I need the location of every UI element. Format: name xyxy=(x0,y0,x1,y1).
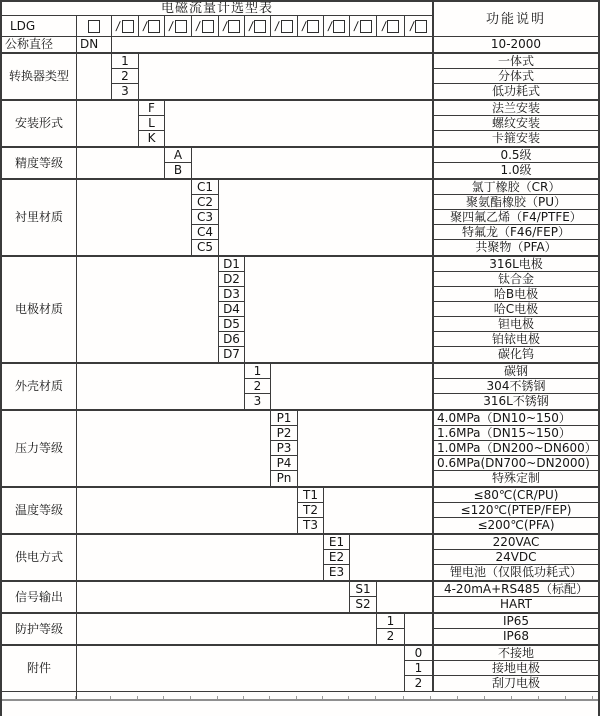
ldg-slash-box-cell xyxy=(165,16,192,36)
grid-tick xyxy=(217,696,218,699)
grid-tick xyxy=(243,696,244,699)
empty-box-icon xyxy=(333,20,345,33)
section-label: 衬里材质 xyxy=(2,180,77,255)
code-cell: A xyxy=(165,148,192,163)
section-right-spacer xyxy=(405,614,432,644)
desc-cell: 法兰安装 xyxy=(432,101,598,116)
section xyxy=(2,614,598,646)
code-cell: 3 xyxy=(112,84,139,99)
desc-cell: 刮刀电极 xyxy=(432,676,598,691)
desc-cell: IP65 xyxy=(432,614,598,629)
grid-tick xyxy=(322,696,323,699)
code-cell: C2 xyxy=(192,195,219,210)
ldg-slash-box-cell xyxy=(192,16,219,36)
dn-code-cell: DN xyxy=(77,37,112,52)
desc-cell: 聚四氟乙烯（F4/PTFE） xyxy=(432,210,598,225)
grid-tick xyxy=(348,696,349,699)
section xyxy=(2,148,598,180)
code-cell: D1 xyxy=(219,257,245,272)
code-cell: 0 xyxy=(405,646,432,661)
section-label: 信号输出 xyxy=(2,582,77,612)
ldg-box-cell xyxy=(77,16,112,36)
desc-cell: 碳钢 xyxy=(432,364,598,379)
section-right-spacer xyxy=(377,582,432,612)
empty-box-icon xyxy=(307,20,319,33)
code-cell: 2 xyxy=(377,629,405,644)
section-left-spacer xyxy=(77,257,219,362)
grid-tick xyxy=(592,696,593,699)
section-left-spacer xyxy=(77,646,405,691)
desc-cell: 1.0级 xyxy=(432,163,598,178)
section-label: 温度等级 xyxy=(2,488,77,533)
desc-cell: 铂铱电极 xyxy=(432,332,598,347)
code-cell: P1 xyxy=(271,411,298,426)
desc-cell: IP68 xyxy=(432,629,598,644)
grid-tick xyxy=(538,696,539,699)
slash-mark: / xyxy=(115,18,122,33)
grid-tick xyxy=(511,696,512,699)
dn-row xyxy=(2,37,598,54)
section-left-spacer xyxy=(77,180,192,255)
ldg-label: LDG xyxy=(2,16,77,36)
section-label: 外壳材质 xyxy=(2,364,77,409)
desc-cell: ≤200℃(PFA) xyxy=(432,518,598,533)
empty-box-icon xyxy=(360,20,372,33)
code-cell: D4 xyxy=(219,302,245,317)
code-cell: C4 xyxy=(192,225,219,240)
code-cell: 3 xyxy=(245,394,271,409)
section-left-spacer xyxy=(77,364,245,409)
section-left-spacer xyxy=(77,148,165,178)
code-cell: K xyxy=(139,131,165,146)
desc-cell: 哈B电极 xyxy=(432,287,598,302)
code-cell: 1 xyxy=(245,364,271,379)
desc-cell: 聚氨酯橡胶（PU） xyxy=(432,195,598,210)
desc-cell: 卡箍安装 xyxy=(432,131,598,146)
desc-cell: 4-20mA+RS485（标配） xyxy=(432,582,598,597)
code-cell: L xyxy=(139,116,165,131)
empty-box-icon xyxy=(88,20,100,33)
section xyxy=(2,101,598,148)
header-block xyxy=(2,2,598,37)
section-right-spacer xyxy=(165,101,432,146)
code-cell: P3 xyxy=(271,441,298,456)
code-cell: 1 xyxy=(405,661,432,676)
sections-container xyxy=(2,54,598,692)
grid-tick xyxy=(269,696,270,699)
desc-cell: 1.0MPa（DN200~DN600） xyxy=(432,441,598,456)
code-cell: 2 xyxy=(414,676,423,690)
code-cell: D3 xyxy=(219,287,245,302)
desc-cell: 316L电极 xyxy=(432,257,598,272)
code-cell: 1 xyxy=(112,54,139,69)
grid-tick xyxy=(484,696,485,699)
desc-cell: 304不锈钢 xyxy=(432,379,598,394)
code-cell: P4 xyxy=(271,456,298,471)
grid-tick xyxy=(296,696,297,699)
bottom-grid-strip xyxy=(2,692,598,702)
table-title: 电磁流量计选型表 xyxy=(2,2,432,16)
desc-cell: 钽电极 xyxy=(432,317,598,332)
section xyxy=(2,364,598,411)
code-cell: E1 xyxy=(324,535,350,550)
slash-mark: / xyxy=(301,18,308,33)
empty-box-icon xyxy=(387,20,399,33)
section-label: 电极材质 xyxy=(2,257,77,362)
ldg-slash-box-cell xyxy=(350,16,377,36)
desc-cell: 0.5级 xyxy=(432,148,598,163)
empty-box-icon xyxy=(175,20,187,33)
empty-box-icon xyxy=(415,20,427,33)
code-cell: C3 xyxy=(192,210,219,225)
desc-cell: 接地电极 xyxy=(432,661,598,676)
code-cell: B xyxy=(165,163,192,178)
code-cell: 1 xyxy=(377,614,405,629)
desc-cell: 特殊定制 xyxy=(432,471,598,486)
desc-cell: 316L不锈钢 xyxy=(432,394,598,409)
grid-tick xyxy=(190,696,191,699)
section-right-spacer xyxy=(350,535,432,580)
code-cell: T1 xyxy=(298,488,324,503)
desc-cell: 0.6MPa(DN700~DN2000) xyxy=(432,456,598,471)
slash-mark: / xyxy=(195,18,202,33)
ldg-slash-box-cell xyxy=(271,16,298,36)
section xyxy=(2,54,598,101)
code-cell: P2 xyxy=(271,426,298,441)
section-right-spacer xyxy=(324,488,432,533)
slash-mark: / xyxy=(248,18,255,33)
dn-row-label: 公称直径 xyxy=(2,37,77,52)
section-label: 附件 xyxy=(2,646,77,691)
section-left-spacer xyxy=(77,535,324,580)
desc-cell: 螺纹安装 xyxy=(432,116,598,131)
ldg-slash-box-cell xyxy=(139,16,165,36)
desc-cell: 分体式 xyxy=(432,69,598,84)
desc-cell: 24VDC xyxy=(432,550,598,565)
section-right-spacer xyxy=(245,257,432,362)
grid-tick xyxy=(137,696,138,699)
desc-cell: 碳化钨 xyxy=(432,347,598,362)
desc-cell: 低功耗式 xyxy=(432,84,598,99)
section-right-spacer xyxy=(192,148,432,178)
section-left-spacer xyxy=(77,582,350,612)
code-cell: S2 xyxy=(350,597,377,612)
code-cell: D6 xyxy=(219,332,245,347)
desc-cell: 锂电池（仅限低功耗式） xyxy=(432,565,598,580)
code-cell: S1 xyxy=(350,582,377,597)
section xyxy=(2,488,598,535)
section-left-spacer xyxy=(77,488,298,533)
section-label: 供电方式 xyxy=(2,535,77,580)
code-cell: D5 xyxy=(219,317,245,332)
slash-mark: / xyxy=(327,18,334,33)
dn-spacer-cell xyxy=(112,37,432,52)
ldg-slash-box-cell xyxy=(405,16,432,36)
section-left-spacer xyxy=(77,101,139,146)
desc-cell: ≤120℃(PTEP/FEP) xyxy=(432,503,598,518)
dn-desc-cell: 10-2000 xyxy=(432,37,598,52)
grid-tick xyxy=(457,696,458,699)
empty-box-icon xyxy=(228,20,240,33)
section-right-spacer xyxy=(219,180,432,255)
function-column-header: 功能说明 xyxy=(432,2,598,36)
grid-tick xyxy=(565,696,566,699)
section xyxy=(2,535,598,582)
section-right-spacer xyxy=(139,54,432,99)
slash-mark: / xyxy=(274,18,281,33)
slash-mark: / xyxy=(409,18,416,33)
section-label: 防护等级 xyxy=(2,614,77,644)
grid-tick xyxy=(110,696,111,699)
grid-tick xyxy=(163,696,164,699)
slash-mark: / xyxy=(168,18,175,33)
bottom-edge-line xyxy=(2,699,598,701)
desc-cell: 1.6MPa（DN15~150） xyxy=(432,426,598,441)
ldg-slash-box-cell xyxy=(298,16,324,36)
section xyxy=(2,180,598,257)
desc-cell: 特氟龙（F46/FEP） xyxy=(432,225,598,240)
grid-tick xyxy=(430,696,431,699)
grid-tick xyxy=(75,696,76,699)
ldg-slash-box-cell xyxy=(112,16,139,36)
code-cell: T2 xyxy=(298,503,324,518)
desc-cell: 一体式 xyxy=(432,54,598,69)
desc-cell: ≤80℃(CR/PU) xyxy=(432,488,598,503)
section-label: 压力等级 xyxy=(2,411,77,486)
code-cell: C1 xyxy=(192,180,219,195)
section xyxy=(2,257,598,364)
section-label: 精度等级 xyxy=(2,148,77,178)
code-cell: T3 xyxy=(298,518,324,533)
grid-tick xyxy=(375,696,376,699)
code-cell: 2 xyxy=(112,69,139,84)
desc-cell: 220VAC xyxy=(432,535,598,550)
desc-cell: 不接地 xyxy=(432,646,598,661)
ldg-slash-box-cell xyxy=(219,16,245,36)
desc-cell: 共聚物（PFA） xyxy=(432,240,598,255)
code-cell: F xyxy=(139,101,165,116)
section-label: 安装形式 xyxy=(2,101,77,146)
code-cell: D7 xyxy=(219,347,245,362)
empty-box-icon xyxy=(148,20,160,33)
slash-mark: / xyxy=(353,18,360,33)
grid-tick xyxy=(403,696,404,699)
slash-mark: / xyxy=(381,18,388,33)
empty-box-icon xyxy=(122,20,134,33)
section-left-spacer xyxy=(77,54,112,99)
ldg-slash-box-cell xyxy=(324,16,350,36)
section-right-spacer xyxy=(298,411,432,486)
desc-cell: 钛合金 xyxy=(432,272,598,287)
empty-box-icon xyxy=(281,20,293,33)
section xyxy=(2,646,598,692)
code-cell: C5 xyxy=(192,240,219,255)
code-cell: E2 xyxy=(324,550,350,565)
desc-cell: 氯丁橡胶（CR） xyxy=(432,180,598,195)
desc-cell: 4.0MPa（DN10~150） xyxy=(432,411,598,426)
section-right-spacer xyxy=(271,364,432,409)
slash-mark: / xyxy=(142,18,149,33)
section-left-spacer xyxy=(77,411,271,486)
code-cell: D2 xyxy=(219,272,245,287)
code-cell: Pn xyxy=(271,471,298,486)
code-cell: 2 xyxy=(245,379,271,394)
section-left-spacer xyxy=(77,614,377,644)
section-label: 转换器类型 xyxy=(2,54,77,99)
desc-cell: 哈C电极 xyxy=(432,302,598,317)
code-cell: E3 xyxy=(324,565,350,580)
section xyxy=(2,582,598,614)
desc-cell: HART xyxy=(432,597,598,612)
section xyxy=(2,411,598,488)
empty-box-icon xyxy=(254,20,266,33)
ldg-slash-box-cell xyxy=(377,16,405,36)
empty-box-icon xyxy=(202,20,214,33)
slash-mark: / xyxy=(222,18,229,33)
ldg-slash-box-cell xyxy=(245,16,271,36)
